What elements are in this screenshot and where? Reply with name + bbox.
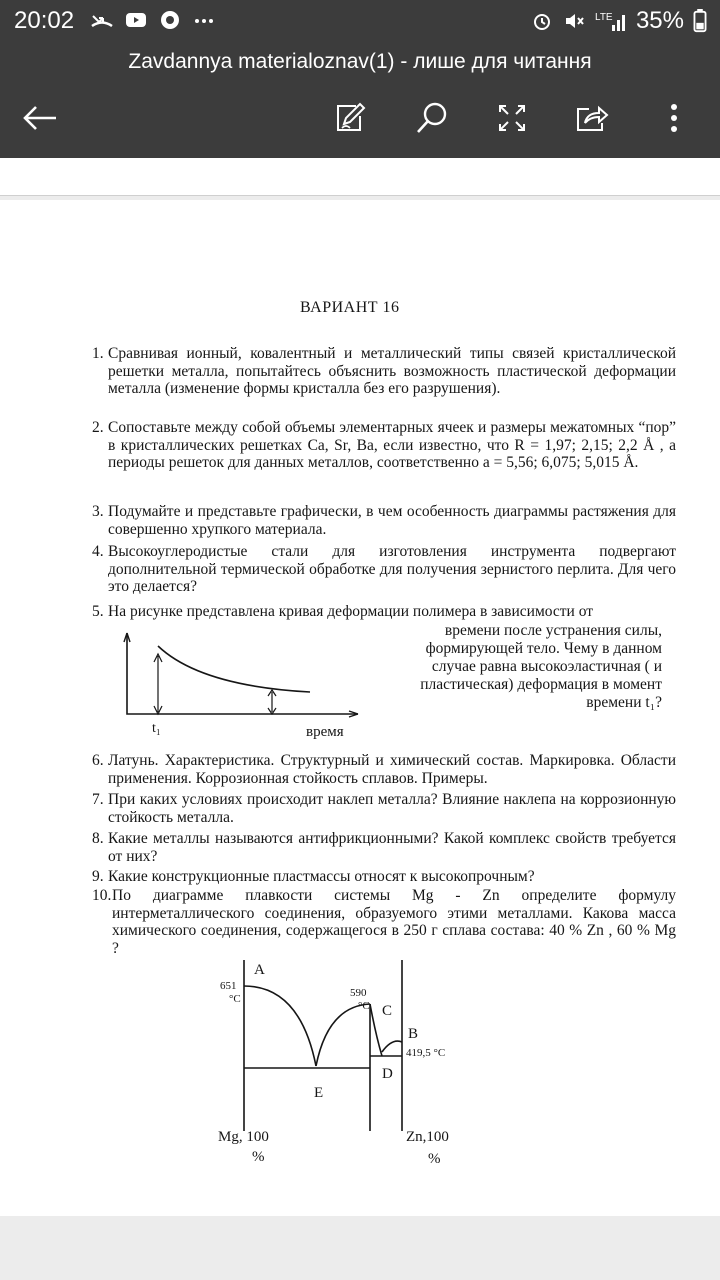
more-options-button[interactable] (652, 96, 696, 140)
fig5-elastic-arrow (154, 654, 162, 714)
temp-590-label: 590 (350, 987, 367, 999)
question-5: 5. На рисунке представлена кривая деформации полимера в зависимости от (92, 603, 594, 620)
question-3: 3. Подумайте и представьте графически, в чем особенность диаграммы растяжения для совершенно хрупкого материала. (92, 503, 676, 538)
search-icon (415, 101, 449, 135)
point-c-label: C (382, 1003, 393, 1019)
liquidus-right (370, 1004, 382, 1056)
share-button[interactable] (570, 96, 614, 140)
question-2: 2. Сопоставьте между собой объемы элементарных ячеек и размеры межатомных “пор” в кристаллических решетках Ca, Sr, Ba, если известно, что R = 1,97; 2,15; 2,2 Å , а периоды решеток для данных металлов, соответственно a = 5,56; 6,075; 5,015 Å. (92, 419, 676, 471)
question-1: 1. Сравнивая ионный, ковалентный и металлический типы связей кристаллической решетки металла, попытайтесь объяснить возможность пластической деформации металла (изменение формы кристалла без его разрушения). (92, 345, 676, 397)
fullscreen-button[interactable] (490, 96, 534, 140)
share-icon (575, 103, 609, 133)
search-button[interactable] (410, 96, 454, 140)
question-9: 9. Какие конструкционные пластмассы относят к высокопрочным? (92, 868, 535, 885)
temp-419-label: 419,5 °C (406, 1047, 446, 1059)
question-4: 4. Высокоуглеродистые стали для изготовления инструмента подвергают дополнительной термической обработке для получения зернистого перлита. Для чего это делается? (92, 543, 676, 595)
fig5-t1-label: t₁ (152, 721, 161, 736)
mg-percent-label: % (252, 1149, 265, 1165)
circle-dot-icon (158, 8, 182, 32)
temp-651-unit: °C (229, 993, 241, 1005)
svg-text:LTE: LTE (594, 12, 613, 23)
document-title: Zavdannya materialoznav(1) - лише для читання (128, 50, 592, 73)
question-5-caption: времени после устранения силы, формирующей тело. Чему в данном случае равна высокоэластичная ( и пластическая) деформация в момент времени t₁? (420, 622, 662, 711)
alarm-icon (530, 9, 554, 33)
point-a-label: A (254, 962, 265, 978)
youtube-icon (124, 8, 148, 32)
temp-590-unit: °C (358, 1000, 370, 1012)
fig5-plastic-arrow (268, 690, 276, 714)
fullscreen-icon (497, 103, 527, 133)
edit-icon (334, 102, 366, 134)
previous-page-edge (0, 158, 720, 196)
back-arrow-icon (22, 104, 58, 132)
question-10: 10. По диаграмме плавкости системы Mg - Zn определите формулу интерметаллического соединения, образуемого этими металлами. Какова масса химического соединения, содержащегося в 250 г сплава состава: 40 % Zn , 60 % Mg ? (92, 887, 676, 957)
fig5-axes (127, 633, 358, 714)
question-8: 8. Какие металлы называются антифрикционными? Какой комплекс свойств требуется от них? (92, 830, 676, 865)
lte-signal-icon (594, 9, 628, 33)
more-vertical-icon (669, 102, 679, 134)
battery-percent: 35% (635, 7, 684, 34)
edit-button[interactable] (328, 96, 372, 140)
point-e-label: E (314, 1085, 324, 1101)
document-page[interactable] (0, 200, 720, 1216)
point-b-label: B (408, 1026, 419, 1042)
mg-axis-label: Mg, 100 (218, 1129, 269, 1145)
mute-icon (562, 9, 586, 33)
zn-axis-label: Zn,100 (406, 1129, 449, 1145)
fig5-time-label: время (306, 724, 344, 740)
status-bar (0, 0, 720, 44)
zn-percent-label: % (428, 1151, 441, 1167)
variant-heading: ВАРИАНТ 16 (300, 299, 400, 316)
status-time: 20:02 (14, 7, 75, 34)
app-bar (0, 44, 720, 158)
liquidus-left (244, 986, 316, 1066)
question-6: 6. Латунь. Характеристика. Структурный и химический состав. Маркировка. Области применения. Коррозионная стойкость сплавов. Примеры. (92, 752, 676, 787)
back-button[interactable] (18, 96, 62, 140)
more-dots-icon (192, 8, 216, 32)
temp-651-label: 651 (220, 980, 237, 992)
battery-icon (692, 9, 708, 33)
point-d-label: D (382, 1066, 393, 1082)
question-7: 7. При каких условиях происходит наклеп металла? Влияние наклепа на коррозионную стойкость металла. (92, 791, 676, 826)
liquidus-zn (382, 1041, 402, 1052)
missed-call-icon (90, 8, 114, 32)
fig5-curve (158, 646, 310, 692)
fig5-arrowheads (124, 633, 358, 717)
